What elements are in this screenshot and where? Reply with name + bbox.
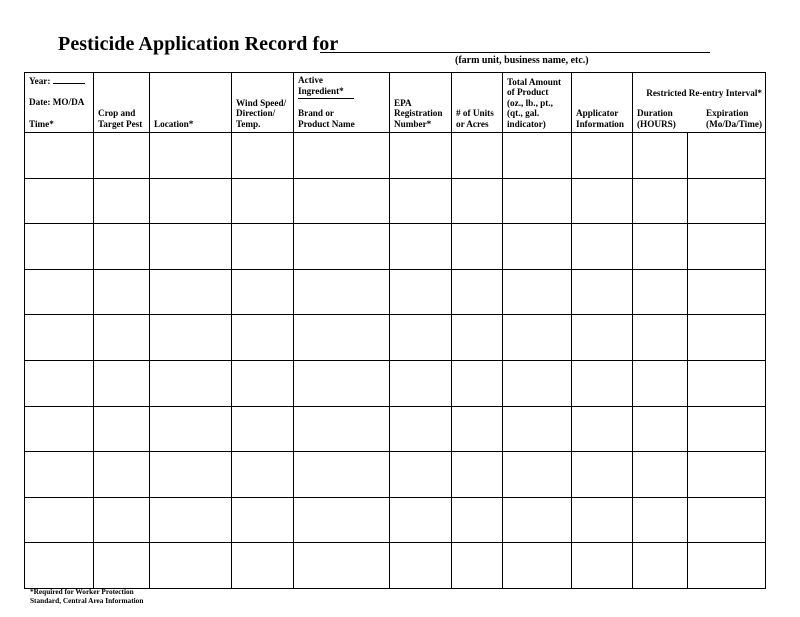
of-product-label: of Product <box>507 87 549 97</box>
record-cell[interactable] <box>633 497 688 543</box>
record-cell[interactable] <box>572 452 633 498</box>
time-label: Time* <box>29 118 54 129</box>
record-cell[interactable] <box>688 178 766 224</box>
record-cell[interactable] <box>688 406 766 452</box>
duration-header <box>637 108 676 129</box>
record-cell[interactable] <box>572 543 633 589</box>
target-pest-label: Target Pest <box>98 118 143 129</box>
header-location <box>150 73 232 133</box>
record-cell[interactable] <box>390 406 452 452</box>
record-cell[interactable] <box>633 133 688 179</box>
record-cell[interactable] <box>503 133 572 179</box>
record-cell[interactable] <box>452 543 503 589</box>
record-cell[interactable] <box>503 315 572 361</box>
header-active-ingredient-brand <box>294 73 390 133</box>
record-cell[interactable] <box>232 224 294 270</box>
header-units-acres <box>452 73 503 133</box>
pesticide-record-table <box>24 72 766 589</box>
record-cell[interactable] <box>94 178 150 224</box>
record-cell[interactable] <box>688 543 766 589</box>
record-cell[interactable] <box>94 406 150 452</box>
record-cell[interactable] <box>294 133 390 179</box>
record-cell[interactable] <box>572 497 633 543</box>
record-cell[interactable] <box>150 315 232 361</box>
record-cell[interactable] <box>503 406 572 452</box>
record-cell[interactable] <box>294 497 390 543</box>
applicator-label: Applicator <box>576 108 619 118</box>
record-cell[interactable] <box>390 452 452 498</box>
record-cell[interactable] <box>25 360 94 406</box>
rei-title: Restricted Re-entry Interval* <box>646 87 763 98</box>
record-cell[interactable] <box>150 452 232 498</box>
record-cell[interactable] <box>25 269 94 315</box>
record-cell[interactable] <box>25 497 94 543</box>
record-cell[interactable] <box>688 452 766 498</box>
record-cell[interactable] <box>572 360 633 406</box>
record-cell[interactable] <box>232 178 294 224</box>
header-row <box>25 73 766 133</box>
record-cell[interactable] <box>232 543 294 589</box>
units-hint-3: indicator) <box>507 118 546 129</box>
record-cell[interactable] <box>294 269 390 315</box>
header-wind <box>232 73 294 133</box>
information-label: Information <box>576 118 624 129</box>
record-cell[interactable] <box>452 315 503 361</box>
record-cell[interactable] <box>94 315 150 361</box>
units-label: # of Units <box>456 108 494 118</box>
record-cell[interactable] <box>572 269 633 315</box>
record-cell[interactable] <box>633 224 688 270</box>
record-cell[interactable] <box>94 497 150 543</box>
record-cell[interactable] <box>294 452 390 498</box>
record-cell[interactable] <box>633 406 688 452</box>
record-cell[interactable] <box>94 543 150 589</box>
record-cell[interactable] <box>232 269 294 315</box>
expiration-label: Expiration <box>706 108 749 118</box>
record-cell[interactable] <box>150 543 232 589</box>
record-cell[interactable] <box>232 406 294 452</box>
record-cell[interactable] <box>633 360 688 406</box>
year-label: Year: <box>29 76 51 86</box>
record-cell[interactable] <box>150 406 232 452</box>
brand-label: Brand or <box>298 108 334 118</box>
record-cell[interactable] <box>390 269 452 315</box>
record-cell[interactable] <box>688 269 766 315</box>
record-cell[interactable] <box>294 543 390 589</box>
footnote-line-1: *Required for Worker Protection <box>30 587 134 596</box>
record-cell[interactable] <box>572 224 633 270</box>
product-name-label: Product Name <box>298 118 355 129</box>
table-row <box>25 406 766 452</box>
record-cell[interactable] <box>94 360 150 406</box>
record-cell[interactable] <box>232 360 294 406</box>
record-cell[interactable] <box>452 224 503 270</box>
header-date-time <box>25 73 94 133</box>
total-amount-label: Total Amount <box>507 76 562 87</box>
record-cell[interactable] <box>150 360 232 406</box>
record-cell[interactable] <box>452 406 503 452</box>
record-cell[interactable] <box>688 315 766 361</box>
location-label: Location* <box>154 118 194 129</box>
record-cell[interactable] <box>150 178 232 224</box>
units-hint-2: (qt., gal. <box>507 108 540 118</box>
record-cell[interactable] <box>25 452 94 498</box>
record-cell[interactable] <box>503 497 572 543</box>
header-restricted-reentry <box>633 73 766 133</box>
record-cell[interactable] <box>390 543 452 589</box>
record-cell[interactable] <box>294 178 390 224</box>
table-row <box>25 497 766 543</box>
acres-label: or Acres <box>456 118 489 129</box>
record-cell[interactable] <box>390 360 452 406</box>
record-cell[interactable] <box>25 178 94 224</box>
wind-speed-label: Wind Speed/ <box>236 97 287 108</box>
epa-label: EPA <box>394 97 412 108</box>
record-cell[interactable] <box>390 133 452 179</box>
ingredient-divider <box>298 98 354 99</box>
farm-unit-blank-line <box>320 52 710 53</box>
record-cell[interactable] <box>503 543 572 589</box>
wind-direction-label: Direction/ <box>236 108 276 118</box>
header-total-amount <box>503 73 572 133</box>
record-cell[interactable] <box>633 269 688 315</box>
record-cell[interactable] <box>688 133 766 179</box>
mo-da-time-label: (Mo/Da/Time) <box>706 118 763 129</box>
record-cell[interactable] <box>572 315 633 361</box>
record-cell[interactable] <box>294 224 390 270</box>
year-blank <box>53 75 85 84</box>
record-cell[interactable] <box>572 178 633 224</box>
record-cell[interactable] <box>688 360 766 406</box>
record-cell[interactable] <box>25 406 94 452</box>
record-cell[interactable] <box>572 406 633 452</box>
table-row <box>25 452 766 498</box>
footnote <box>30 587 143 605</box>
farm-unit-hint: (farm unit, business name, etc.) <box>455 55 589 66</box>
record-cell[interactable] <box>503 224 572 270</box>
record-cell[interactable] <box>390 315 452 361</box>
record-cell[interactable] <box>390 178 452 224</box>
number-label: Number* <box>394 118 432 129</box>
active-label: Active <box>298 75 323 85</box>
record-cell[interactable] <box>232 315 294 361</box>
temperature-label: Temp. <box>236 118 261 129</box>
table-row <box>25 360 766 406</box>
record-cell[interactable] <box>688 224 766 270</box>
record-cell[interactable] <box>94 452 150 498</box>
table-row <box>25 269 766 315</box>
record-cell[interactable] <box>503 360 572 406</box>
table-row <box>25 224 766 270</box>
record-cell[interactable] <box>232 497 294 543</box>
record-cell[interactable] <box>452 452 503 498</box>
date-label: Date: MO/DA <box>29 97 85 108</box>
record-cell[interactable] <box>94 224 150 270</box>
expiration-header <box>706 108 762 129</box>
record-cell[interactable] <box>294 360 390 406</box>
table-row <box>25 133 766 179</box>
record-cell[interactable] <box>633 178 688 224</box>
hours-label: (HOURS) <box>637 118 676 129</box>
record-cell[interactable] <box>452 133 503 179</box>
record-cell[interactable] <box>452 269 503 315</box>
record-cell[interactable] <box>452 360 503 406</box>
form-title: Pesticide Application Record for <box>58 33 339 55</box>
footnote-line-2: Standard, Central Area Information <box>30 596 144 605</box>
record-cell[interactable] <box>294 406 390 452</box>
record-cell[interactable] <box>390 224 452 270</box>
record-cell[interactable] <box>25 315 94 361</box>
record-cell[interactable] <box>150 269 232 315</box>
record-cell[interactable] <box>25 133 94 179</box>
record-cell[interactable] <box>232 133 294 179</box>
record-cell[interactable] <box>572 133 633 179</box>
record-cell[interactable] <box>452 497 503 543</box>
record-cell[interactable] <box>94 269 150 315</box>
record-cell[interactable] <box>150 133 232 179</box>
record-cell[interactable] <box>25 543 94 589</box>
record-cell[interactable] <box>503 269 572 315</box>
units-hint-1: (oz., lb., pt., <box>507 97 553 108</box>
header-epa-registration <box>390 73 452 133</box>
record-body <box>25 133 766 589</box>
record-cell[interactable] <box>294 315 390 361</box>
record-cell[interactable] <box>503 452 572 498</box>
crop-label: Crop and <box>98 108 136 118</box>
header-applicator <box>572 73 633 133</box>
record-cell[interactable] <box>232 452 294 498</box>
ingredient-label: Ingredient* <box>298 85 344 96</box>
table-row <box>25 315 766 361</box>
record-cell[interactable] <box>94 133 150 179</box>
registration-label: Registration <box>394 108 443 118</box>
record-cell[interactable] <box>25 224 94 270</box>
table-row <box>25 543 766 589</box>
record-cell[interactable] <box>633 543 688 589</box>
record-cell[interactable] <box>150 224 232 270</box>
record-cell[interactable] <box>633 452 688 498</box>
header-crop-target-pest <box>94 73 150 133</box>
duration-label: Duration <box>637 108 673 118</box>
record-cell[interactable] <box>633 315 688 361</box>
record-cell[interactable] <box>150 497 232 543</box>
record-cell[interactable] <box>688 497 766 543</box>
record-cell[interactable] <box>503 178 572 224</box>
record-cell[interactable] <box>452 178 503 224</box>
record-cell[interactable] <box>390 497 452 543</box>
table-row <box>25 178 766 224</box>
